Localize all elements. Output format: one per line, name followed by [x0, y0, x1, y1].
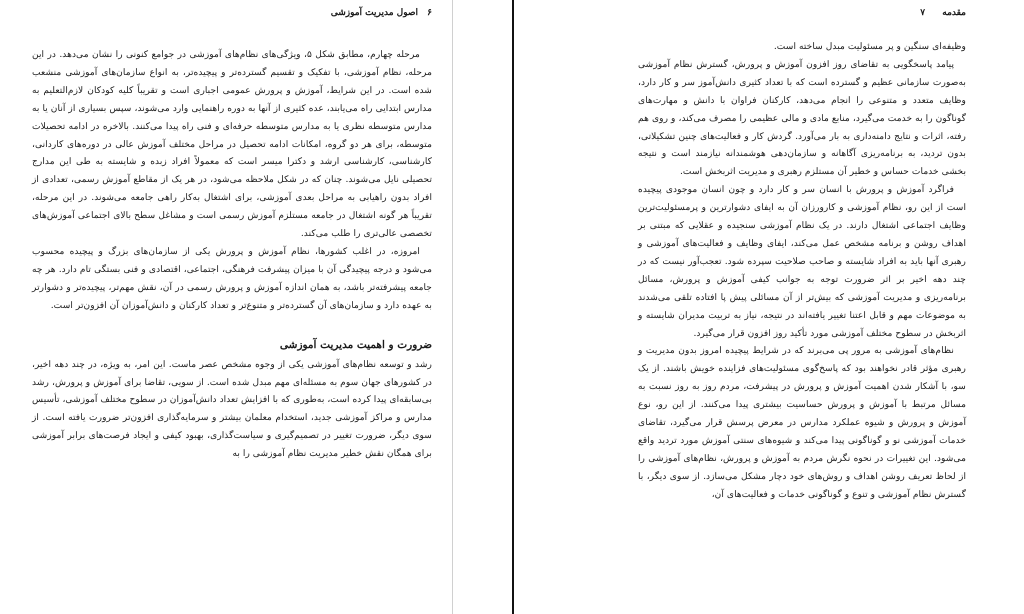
- right-paragraph-1: وظیفه‌ای سنگین و پر مسئولیت مبدل ساخته است.: [773, 41, 966, 52]
- left-running-head: [32, 6, 432, 20]
- right-body-text: [638, 38, 966, 504]
- page-gutter-divider: [512, 0, 514, 614]
- right-page: [578, 0, 1024, 614]
- section-heading: ضرورت و اهمیت مدیریت آموزشی: [279, 338, 432, 351]
- right-running-title: مقدمه: [942, 8, 966, 18]
- right-page-number: ۷: [920, 8, 926, 18]
- right-running-head: [638, 6, 966, 20]
- left-page-number: ۶: [427, 8, 432, 18]
- left-paragraph-1: مرحله چهارم، مطابق شکل ۵، ویژگی‌های نظام‌های آموزشی در جوامع کنونی را نشان می‌دهد. در این مرحله، نظام آموزشی، با تفکیک و تقسیم گسترده‌تر و پیچیده‌تر، به انواع سازمان‌های آموزشی منشعب شده است. در این شرایط، آموزش و پرورش عمومی اجباری است و تقریباً کلیه کودکان لازم‌التعلیم به مدارس ابتدایی راه می‌یابند، عده کثیری از آنها به دوره راهنمایی وارد می‌شوند، سپس بسیاری از آنان یا به مدارس متوسطه نظری یا به مدارس متوسطه حرفه‌ای و فنی راه پیدا می‌کنند. بالاخره در ادامه تحصیلات متوسطه، برای هر دو گروه، امکانات ادامه تحصیل در مراحل مختلف آموزش عالی در دوره‌های کاردانی، کارشناسی، کارشناسی ارشد و دکترا میسر است که معمولاً افراد زبده و شایسته به طی این مدارج تحصیلی نایل می‌شوند. چنان که در شکل ملاحظه می‌شود، در هر یک از مقاطع آموزش رسمی، تعدادی از افراد بدون راهیابی به مراحل بعدی آموزشی، برای اشتغال به‌کار راهی جامعه می‌شوند. در این مرحله، تقریباً هر گونه اشتغال در جامعه مستلزم آموزش رسمی است و مشاغل سطح بالای اجتماعی آموزش‌های تخصصی عالی‌تری را طلب می‌کند.: [32, 49, 432, 240]
- left-page: [0, 0, 452, 614]
- left-running-title: اصول مدیریت آموزشی: [330, 8, 419, 18]
- left-paragraph-3: رشد و توسعه نظام‌های آموزشی یکی از وجوه مشخص عصر ماست. این امر، به ویژه، در چند دهه اخیر، در کشورهای جهان سوم به مسئله‌ای مهم مبدل شده است. از سویی، تقاضا برای آموزش و پرورش، رشد بی‌سابقه‌ای پیدا کرده است، به‌طوری که با افزایش تعداد دانش‌آموزان در سطوح مختلف آموزشی، تأسیس مدارس و مراکز آموزشی جدید، استخدام معلمان بیشتر و سرمایه‌گذاری افزون‌تر ضرورت یافته است. از سوی دیگر، ضرورت تغییر در تصمیم‌گیری و سیاست‌گذاری، بهبود کیفی و ایجاد فرصت‌های برابر آموزشی برای همگان نقش خطیر مدیریت نظام آموزشی را به: [32, 358, 432, 460]
- right-paragraph-3: فراگرد آموزش و پرورش با انسان سر و کار دارد و چون انسان موجودی پیچیده است از این رو، نظام آموزشی و کارورزان آن به ایفای دشوارترین و پرمسئولیت‌ترین وظایف اجتماعی اشتغال دارند. در یک نظام آموزشی سنجیده و عقلایی که مبتنی بر اهداف روشن و برنامه مشخص عمل می‌کند، ایفای وظایف و فعالیت‌های آموزشی و رهبری آنها باید به افراد شایسته و صاحب صلاحیت سپرده شود. تعجب‌آور نیست که در چند دهه اخیر بر اثر ضرورت توجه به جوانب کیفی آموزش و پرورش، مسائل برنامه‌ریزی و مدیریت آموزشی که بیش‌تر از آن مسائلی پیش پا افتاده تلقی می‌شدند به موضوعات مهم و قابل اعتنا تغییر یافته‌اند در نتیجه، نیاز به تربیت مدیران شایسته و اثربخش در سطوح مختلف آموزشی مورد تأکید روز افزون قرار می‌گیرد.: [638, 184, 966, 339]
- left-body-text: [32, 46, 432, 463]
- right-paragraph-4: نظام‌های آموزشی به مرور پی می‌برند که در شرایط پیچیده امروز بدون مدیریت و رهبری مؤثر قادر نخواهند بود که پاسخ‌گوی مسئولیت‌های فزاینده خویش باشند. از یک سو، با آشکار شدن اهمیت آموزش و پرورش در پیشرفت، مردم روز به روز نسبت به مسائل مرتبط با آموزش و پرورش حساسیت بیشتری پیدا می‌کنند. از این رو، نوع آموزش و پرورش و شیوه عملکرد مدارس در معرض پرسش قرار می‌گیرد، تقاضای خدمات آموزشی نو و گوناگونی پیدا می‌کند و شیوه‌های سنتی آموزش مورد تردید واقع می‌شود. این تغییرات در نحوه نگرش مردم به آموزش و پرورش، نظام‌های آموزشی را از لحاظ تعریف روشن اهداف و روش‌های خود دچار مشکل می‌سازد. از سوی دیگر، با گسترش نظام آموزشی و تنوع و گوناگونی خدمات و فعالیت‌های آن،: [638, 345, 966, 500]
- left-page-edge: [452, 0, 453, 614]
- right-paragraph-2: پیامد پاسخگویی به تقاضای روز افزون آموزش و پرورش، گسترش نظام آموزشی به‌صورت سازمانی عظیم و گسترده است که با تعداد کثیری دانش‌آموز سر و کار دارد، وظایف متعدد و متنوعی را انجام می‌دهد، کارکنان فراوان با دانش و مهارت‌های گوناگون را به خدمت می‌گیرد، منابع مادی و مالی عظیمی را مصرف می‌کند، و روی هم رفته، اثرات و نتایج دامنه‌داری به بار می‌آورد. گردش کار و فعالیت‌های چنین تشکیلاتی، بدون تردید، به برنامه‌ریزی آگاهانه و سازمان‌دهی هوشمندانه نیازمند است و نتیجه بخشی خدمات حساس و خطیر آن مستلزم رهبری و مدیریت اثربخش است.: [638, 58, 966, 178]
- left-paragraph-2: امروزه، در اغلب کشورها، نظام آموزش و پرورش یکی از سازمان‌های بزرگ و پیچیده محسوب می‌شود و درجه پیچیدگی آن با میزان پیشرفت فرهنگی، اجتماعی، اقتصادی و فنی بستگی تام دارد. هر چه جامعه پیشرفته‌تر باشد، به همان اندازه آموزش و پرورش رسمی در آن، نقش مهم‌تر، پیچیده‌تر و دشوارتر به عهده دارد و سازمان‌های آن گسترده‌تر و متنوع‌تر و تعداد کارکنان و دانش‌آموزان آن افزون‌تر است.: [32, 245, 432, 311]
